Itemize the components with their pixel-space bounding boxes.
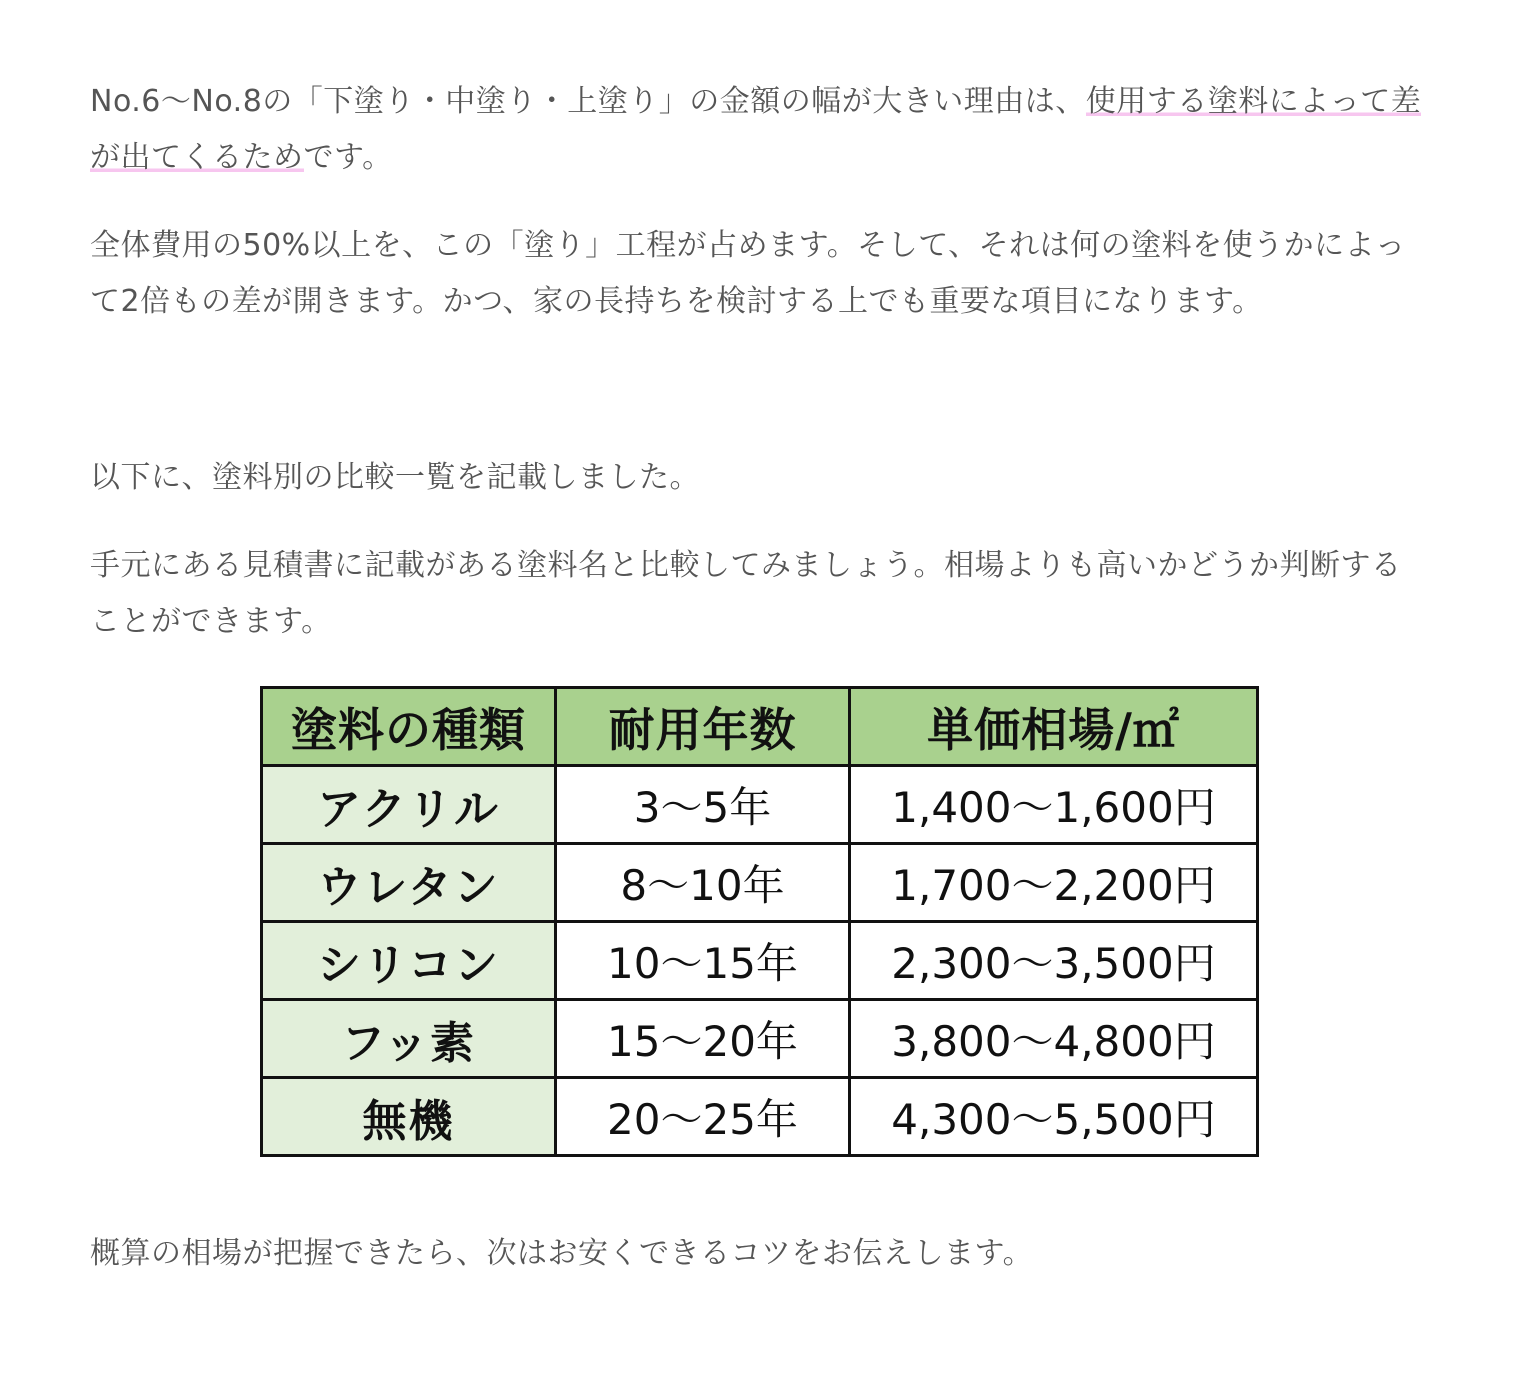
paint-type-cell: ウレタン <box>262 844 556 922</box>
unit-price-cell: 3,800〜4,800円 <box>850 1000 1258 1078</box>
table-row <box>262 844 1258 922</box>
paragraph-text: No.6〜No.8の「下塗り・中塗り・上塗り」の金額の幅が大きい理由は、 <box>90 84 1086 119</box>
paint-type-cell: フッ素 <box>262 1000 556 1078</box>
lifespan-cell: 8〜10年 <box>556 844 850 922</box>
paragraph-next-tips: 概算の相場が把握できたら、次はお安くできるコツをお伝えします。 <box>90 1236 1034 1271</box>
unit-price-cell: 1,700〜2,200円 <box>850 844 1258 922</box>
table-row <box>262 1078 1258 1156</box>
paragraph-paint-cost-reason <box>90 74 1430 186</box>
paint-comparison-table <box>260 686 1259 1157</box>
unit-price-cell: 4,300〜5,500円 <box>850 1078 1258 1156</box>
paint-type-cell: シリコン <box>262 922 556 1000</box>
table-row <box>262 922 1258 1000</box>
lifespan-cell: 3〜5年 <box>556 766 850 844</box>
lifespan-cell: 20〜25年 <box>556 1078 850 1156</box>
paint-type-cell: アクリル <box>262 766 556 844</box>
table-header-row <box>262 688 1258 766</box>
paragraph-cost-share: 全体費用の50%以上を、この「塗り」工程が占めます。そして、それは何の塗料を使うかによって2倍もの差が開きます。かつ、家の長持ちを検討する上でも重要な項目になります。 <box>90 228 1406 319</box>
header-lifespan: 耐用年数 <box>556 688 850 766</box>
highlighted-text: 使用する塗料によって差が出てくるため <box>90 84 1422 175</box>
paragraph-comparison-intro: 以下に、塗料別の比較一覧を記載しました。 <box>90 460 700 495</box>
table-row <box>262 1000 1258 1078</box>
unit-price-cell: 2,300〜3,500円 <box>850 922 1258 1000</box>
paint-type-cell: 無機 <box>262 1078 556 1156</box>
lifespan-cell: 10〜15年 <box>556 922 850 1000</box>
paint-comparison-table-wrapper <box>260 686 1256 1157</box>
header-unit-price: 単価相場/㎡ <box>850 688 1258 766</box>
paragraph-compare-estimate: 手元にある見積書に記載がある塗料名と比較してみましょう。相場よりも高いかどうか判断することができます。 <box>90 548 1402 639</box>
unit-price-cell: 1,400〜1,600円 <box>850 766 1258 844</box>
header-paint-type: 塗料の種類 <box>262 688 556 766</box>
lifespan-cell: 15〜20年 <box>556 1000 850 1078</box>
paragraph-text: です。 <box>303 140 393 175</box>
table-row <box>262 766 1258 844</box>
